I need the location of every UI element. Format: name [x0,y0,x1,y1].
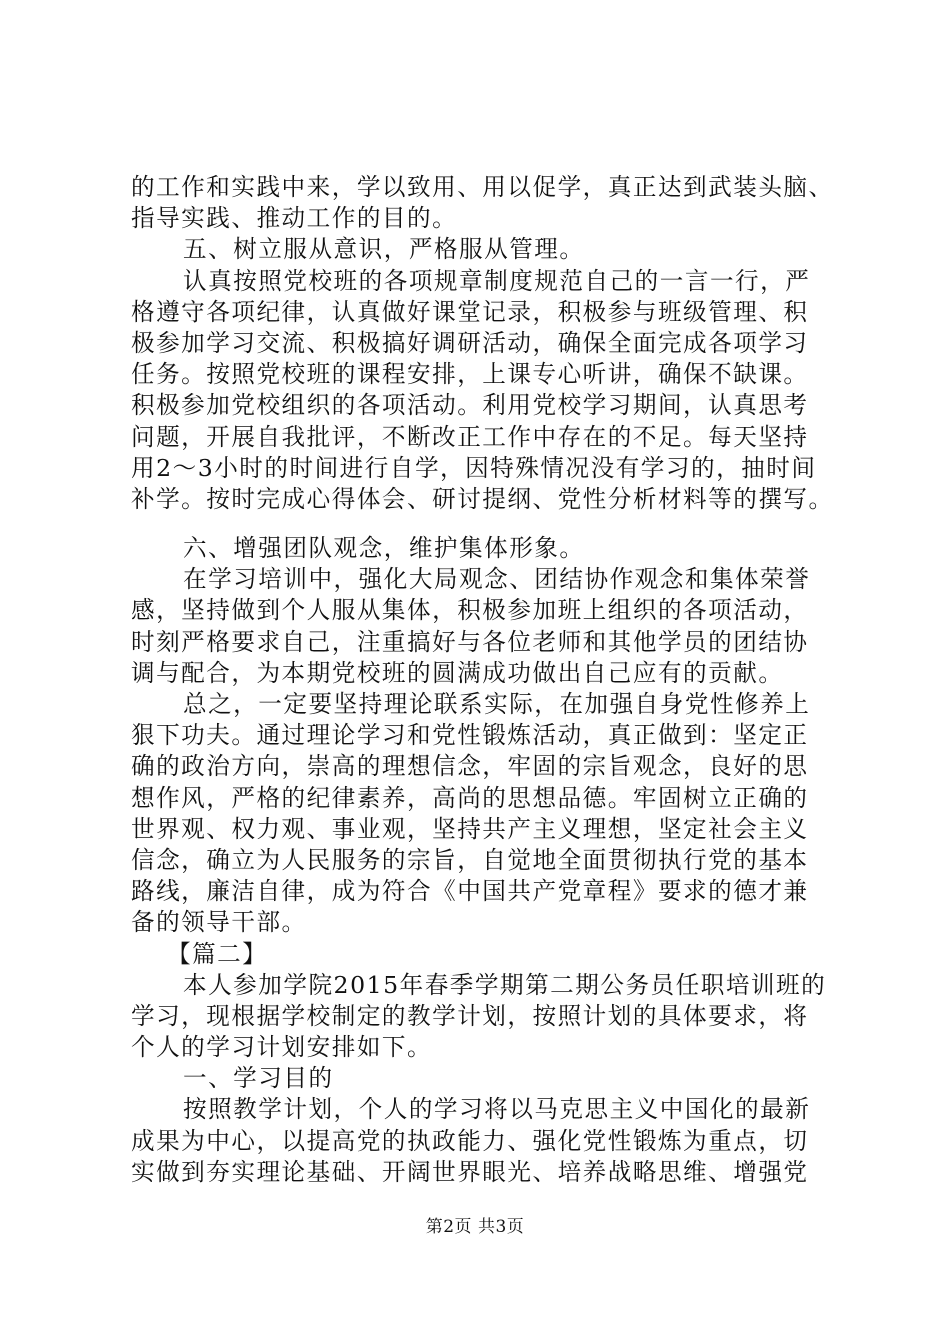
body-line: 个人的学习计划安排如下。 [131,1033,433,1062]
section-heading-1: 一、学习目的 [183,1064,334,1093]
body-line: 成果为中心，以提高党的执政能力、强化党性锻炼为重点，切 [131,1126,809,1155]
body-line: 备的领导干部。 [131,908,307,937]
body-line: 格遵守各项纪律，认真做好课堂记录，积极参与班级管理、积 [131,297,809,326]
section-heading-6: 六、增强团队观念，维护集体形象。 [183,534,585,563]
page-number: 第2页 共3页 [425,1217,525,1237]
body-line: 指导实践、推动工作的目的。 [131,204,458,233]
section-heading-5: 五、树立服从意识，严格服从管理。 [183,235,585,264]
body-line: 总之，一定要坚持理论联系实际，在加强自身党性修养上 [183,690,811,718]
body-line: 狠下功夫。通过理论学习和党性锻炼活动，真正做到：坚定正 [131,721,809,750]
body-line: 按照教学计划，个人的学习将以马克思主义中国化的最新 [183,1095,811,1124]
body-line: 任务。按照党校班的课程安排，上课专心听讲，确保不缺课。 [131,360,809,389]
body-line: 本人参加学院2015年春季学期第二期公务员任职培训班的 [183,970,827,999]
body-line: 在学习培训中，强化大局观念、团结协作观念和集体荣誉 [183,565,811,594]
body-line: 路线，廉洁自律，成为符合《中国共产党章程》要求的德才兼 [131,877,809,906]
body-line: 时刻严格要求自己，注重搞好与各位老师和其他学员的团结协 [131,627,809,656]
document-body [131,172,834,1188]
body-line: 实做到夯实理论基础、开阔世界眼光、培养战略思维、增强党 [131,1157,809,1186]
body-line: 信念，确立为人民服务的宗旨，自觉地全面贯彻执行党的基本 [131,845,809,874]
body-line: 的工作和实践中来，学以致用、用以促学，真正达到武装头脑、 [131,173,834,201]
body-line: 极参加学习交流、积极搞好调研活动，确保全面完成各项学习 [131,328,809,357]
body-line: 感，坚持做到个人服从集体，积极参加班上组织的各项活动， [131,596,809,625]
body-line: 学习，现根据学校制定的教学计划，按照计划的具体要求，将 [131,1001,809,1030]
body-line: 补学。按时完成心得体会、研讨提纲、党性分析材料等的撰写。 [131,484,834,513]
body-line: 用2～3小时的时间进行自学，因特殊情况没有学习的，抽时间 [131,453,817,482]
body-line: 积极参加党校组织的各项活动。利用党校学习期间，认真思考 [131,391,809,420]
body-line: 问题，开展自我批评，不断改正工作中存在的不足。每天坚持 [131,422,809,451]
body-line: 世界观、权力观、事业观，坚持共产主义理想，坚定社会主义 [131,814,809,843]
article-label: 【篇二】 [167,939,268,968]
body-line: 认真按照党校班的各项规章制度规范自己的一言一行，严 [183,266,811,295]
body-line: 想作风，严格的纪律素养，高尚的思想品德。牢固树立正确的 [131,783,809,812]
body-line: 调与配合，为本期党校班的圆满成功做出自己应有的贡献。 [131,658,784,687]
body-line: 确的政治方向，崇高的理想信念，牢固的宗旨观念，良好的思 [131,752,809,781]
paragraph-gap [131,515,831,533]
